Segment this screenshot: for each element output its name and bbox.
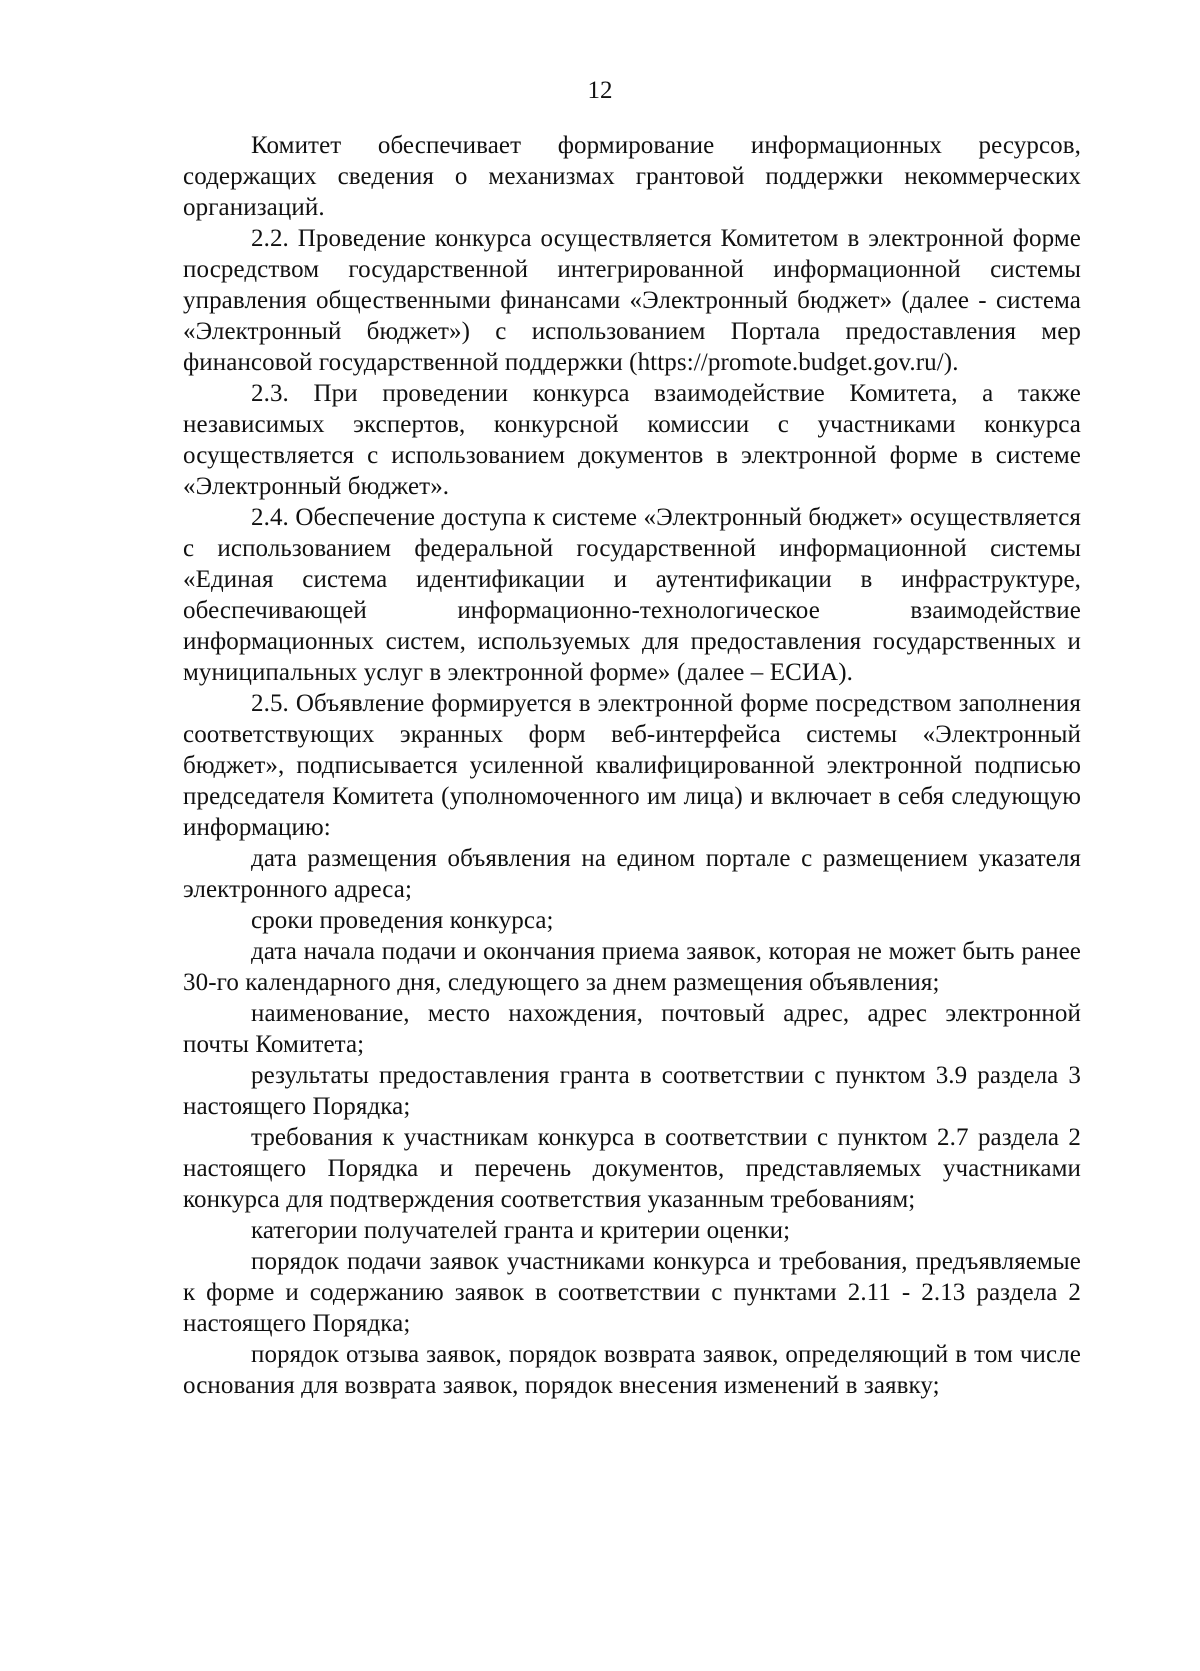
list-item-submission-procedure: порядок подачи заявок участниками конкурса и требования, предъявляемые к форме и содержанию заявок в соответствии с пунктами 2.11 - 2.13 раздела 2 настоящего Порядка; — [183, 1248, 1081, 1337]
list-item-grant-results: результаты предоставления гранта в соответствии с пунктом 3.9 раздела 3 настоящего Порядка; — [183, 1062, 1081, 1120]
list-item-application-period: дата начала подачи и окончания приема заявок, которая не может быть ранее 30-го календарного дня, следующего за днем размещения объявления; — [183, 938, 1081, 996]
list-item-posting-date: дата размещения объявления на едином портале с размещением указателя электронного адреса; — [183, 845, 1081, 903]
list-item-categories-criteria: категории получателей гранта и критерии оценки; — [251, 1217, 791, 1244]
page-number: 12 — [587, 77, 613, 104]
paragraph-intro: Комитет обеспечивает формирование информационных ресурсов, содержащих сведения о механизмах грантовой поддержки некоммерческих организаций. — [183, 132, 1081, 221]
list-item-committee-contacts: наименование, место нахождения, почтовый адрес, адрес электронной почты Комитета; — [183, 1000, 1081, 1058]
list-item-contest-dates: сроки проведения конкурса; — [251, 907, 554, 934]
paragraph-2-2: 2.2. Проведение конкурса осуществляется Комитетом в электронной форме посредством государственной интегрированной информационной системы управления общественными финансами «Электронный бюджет» (далее - система «Электронный бюджет») с использованием Портала предоставления мер финансовой государственной поддержки (https://promote.budget.gov.ru/). — [183, 225, 1081, 376]
paragraph-2-4: 2.4. Обеспечение доступа к системе «Электронный бюджет» осуществляется с использованием федеральной государственной информационной системы «Единая система идентификации и аутентификации в инфраструктуре, обеспечивающей информационно-технологическое взаимодействие информационных систем, используемых для предоставления государственных и муниципальных услуг в электронной форме» (далее – ЕСИА). — [183, 504, 1081, 686]
list-item-participant-requirements: требования к участникам конкурса в соответствии с пунктом 2.7 раздела 2 настоящего Порядка и перечень документов, представляемых участниками конкурса для подтверждения соответствия указанным требованиям; — [183, 1124, 1081, 1213]
paragraph-2-3: 2.3. При проведении конкурса взаимодействие Комитета, а также независимых экспертов, конкурсной комиссии с участниками конкурса осуществляется с использованием документов в электронной форме в системе «Электронный бюджет». — [183, 380, 1081, 500]
paragraph-2-5: 2.5. Объявление формируется в электронной форме посредством заполнения соответствующих экранных форм веб-интерфейса системы «Электронный бюджет», подписывается усиленной квалифицированной электронной подписью председателя Комитета (уполномоченного им лица) и включает в себя следующую информацию: — [183, 690, 1081, 841]
list-item-withdrawal-procedure: порядок отзыва заявок, порядок возврата заявок, определяющий в том числе основания для возврата заявок, порядок внесения изменений в заявку; — [183, 1341, 1081, 1399]
document-body — [183, 130, 1081, 1401]
